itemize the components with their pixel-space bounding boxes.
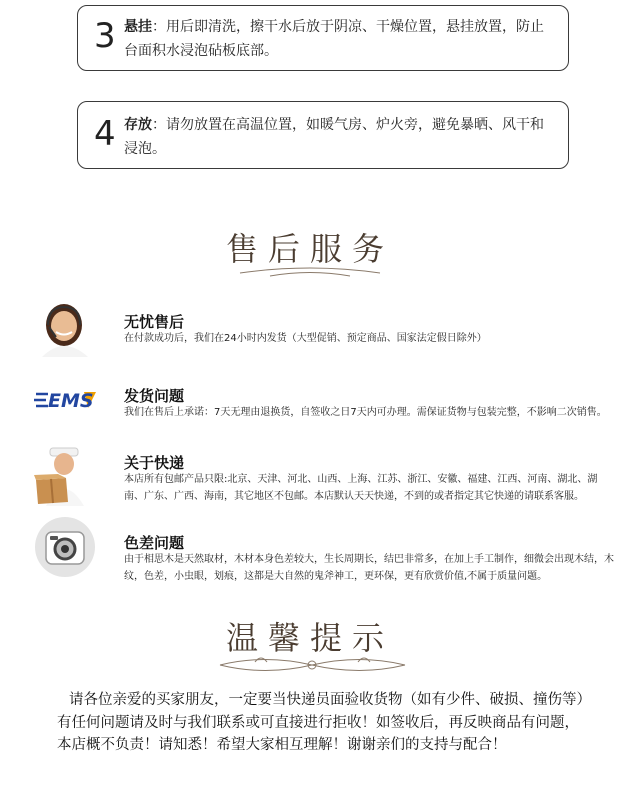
service-item-title: 关于快递 <box>124 454 185 472</box>
courier-box-icon <box>34 444 96 506</box>
care-step-hang <box>77 5 569 71</box>
service-item-title: 无忧售后 <box>124 313 185 331</box>
care-step-store <box>77 101 569 169</box>
customer-service-agent-icon <box>34 295 96 357</box>
service-item-desc: 本店所有包邮产品只限:北京、天津、河北、山西、上海、江苏、浙江、安徽、福建、江西、河南、湖北、湖南、广东、广西、海南，其它地区不包邮。本店默认天天快递，不到的或者指定其它快递的请联系客服。 <box>124 474 598 502</box>
step-number: 3 <box>94 16 116 56</box>
step-description: ：请勿放置在高温位置，如暖气房、炉火旁，避免暴晒、风干和浸泡。 <box>124 117 544 157</box>
service-item-title: 发货问题 <box>124 387 185 405</box>
step-text <box>124 15 550 63</box>
step-label: 悬挂 <box>124 19 152 35</box>
service-item-title: 色差问题 <box>124 534 185 552</box>
service-item-desc: 在付款成功后，我们在24小时内发货（大型促销、预定商品、国家法定假日除外） <box>124 333 487 344</box>
ems-logo-icon <box>34 386 96 416</box>
ems-logo-text: EMS <box>48 390 94 412</box>
step-description: ：用后即清洗，擦干水后放于阴凉、干燥位置，悬挂放置，防止台面积水浸泡砧板底部。 <box>124 19 544 59</box>
step-text <box>124 113 550 161</box>
service-item-desc: 由于相思木是天然取材，木材本身色差较大，生长周期长，结巴非常多，在加上手工制作，细微会出现木结，木纹，色差，小虫眼，划痕，这都是大自然的鬼斧神工，更环保，更有欣赏价值,不属于质量问题。 <box>124 554 614 582</box>
title-underline-ornament <box>230 265 390 281</box>
camera-icon <box>34 516 96 578</box>
step-number: 4 <box>94 114 116 154</box>
service-item-desc: 我们在售后上承诺：7天无理由退换货，自签收之日7天内可办理。需保证货物与包装完整，不影响二次销售。 <box>124 407 607 418</box>
warm-tips-text: 请各位亲爱的买家朋友，一定要当快递员面验收货物（如有少件、破损、撞伤等）有任何问题请及时与我们联系或可直接进行拒收！如签收后，再反映商品有问题，本店概不负责！请知悉！希望大家相互理解！谢谢亲们的支持与配合！ <box>57 692 584 753</box>
warm-tips-title: 温馨提示 <box>225 619 394 657</box>
step-label: 存放 <box>124 117 152 133</box>
after-sales-title: 售后服务 <box>225 230 394 268</box>
tips-ornament <box>215 652 410 678</box>
